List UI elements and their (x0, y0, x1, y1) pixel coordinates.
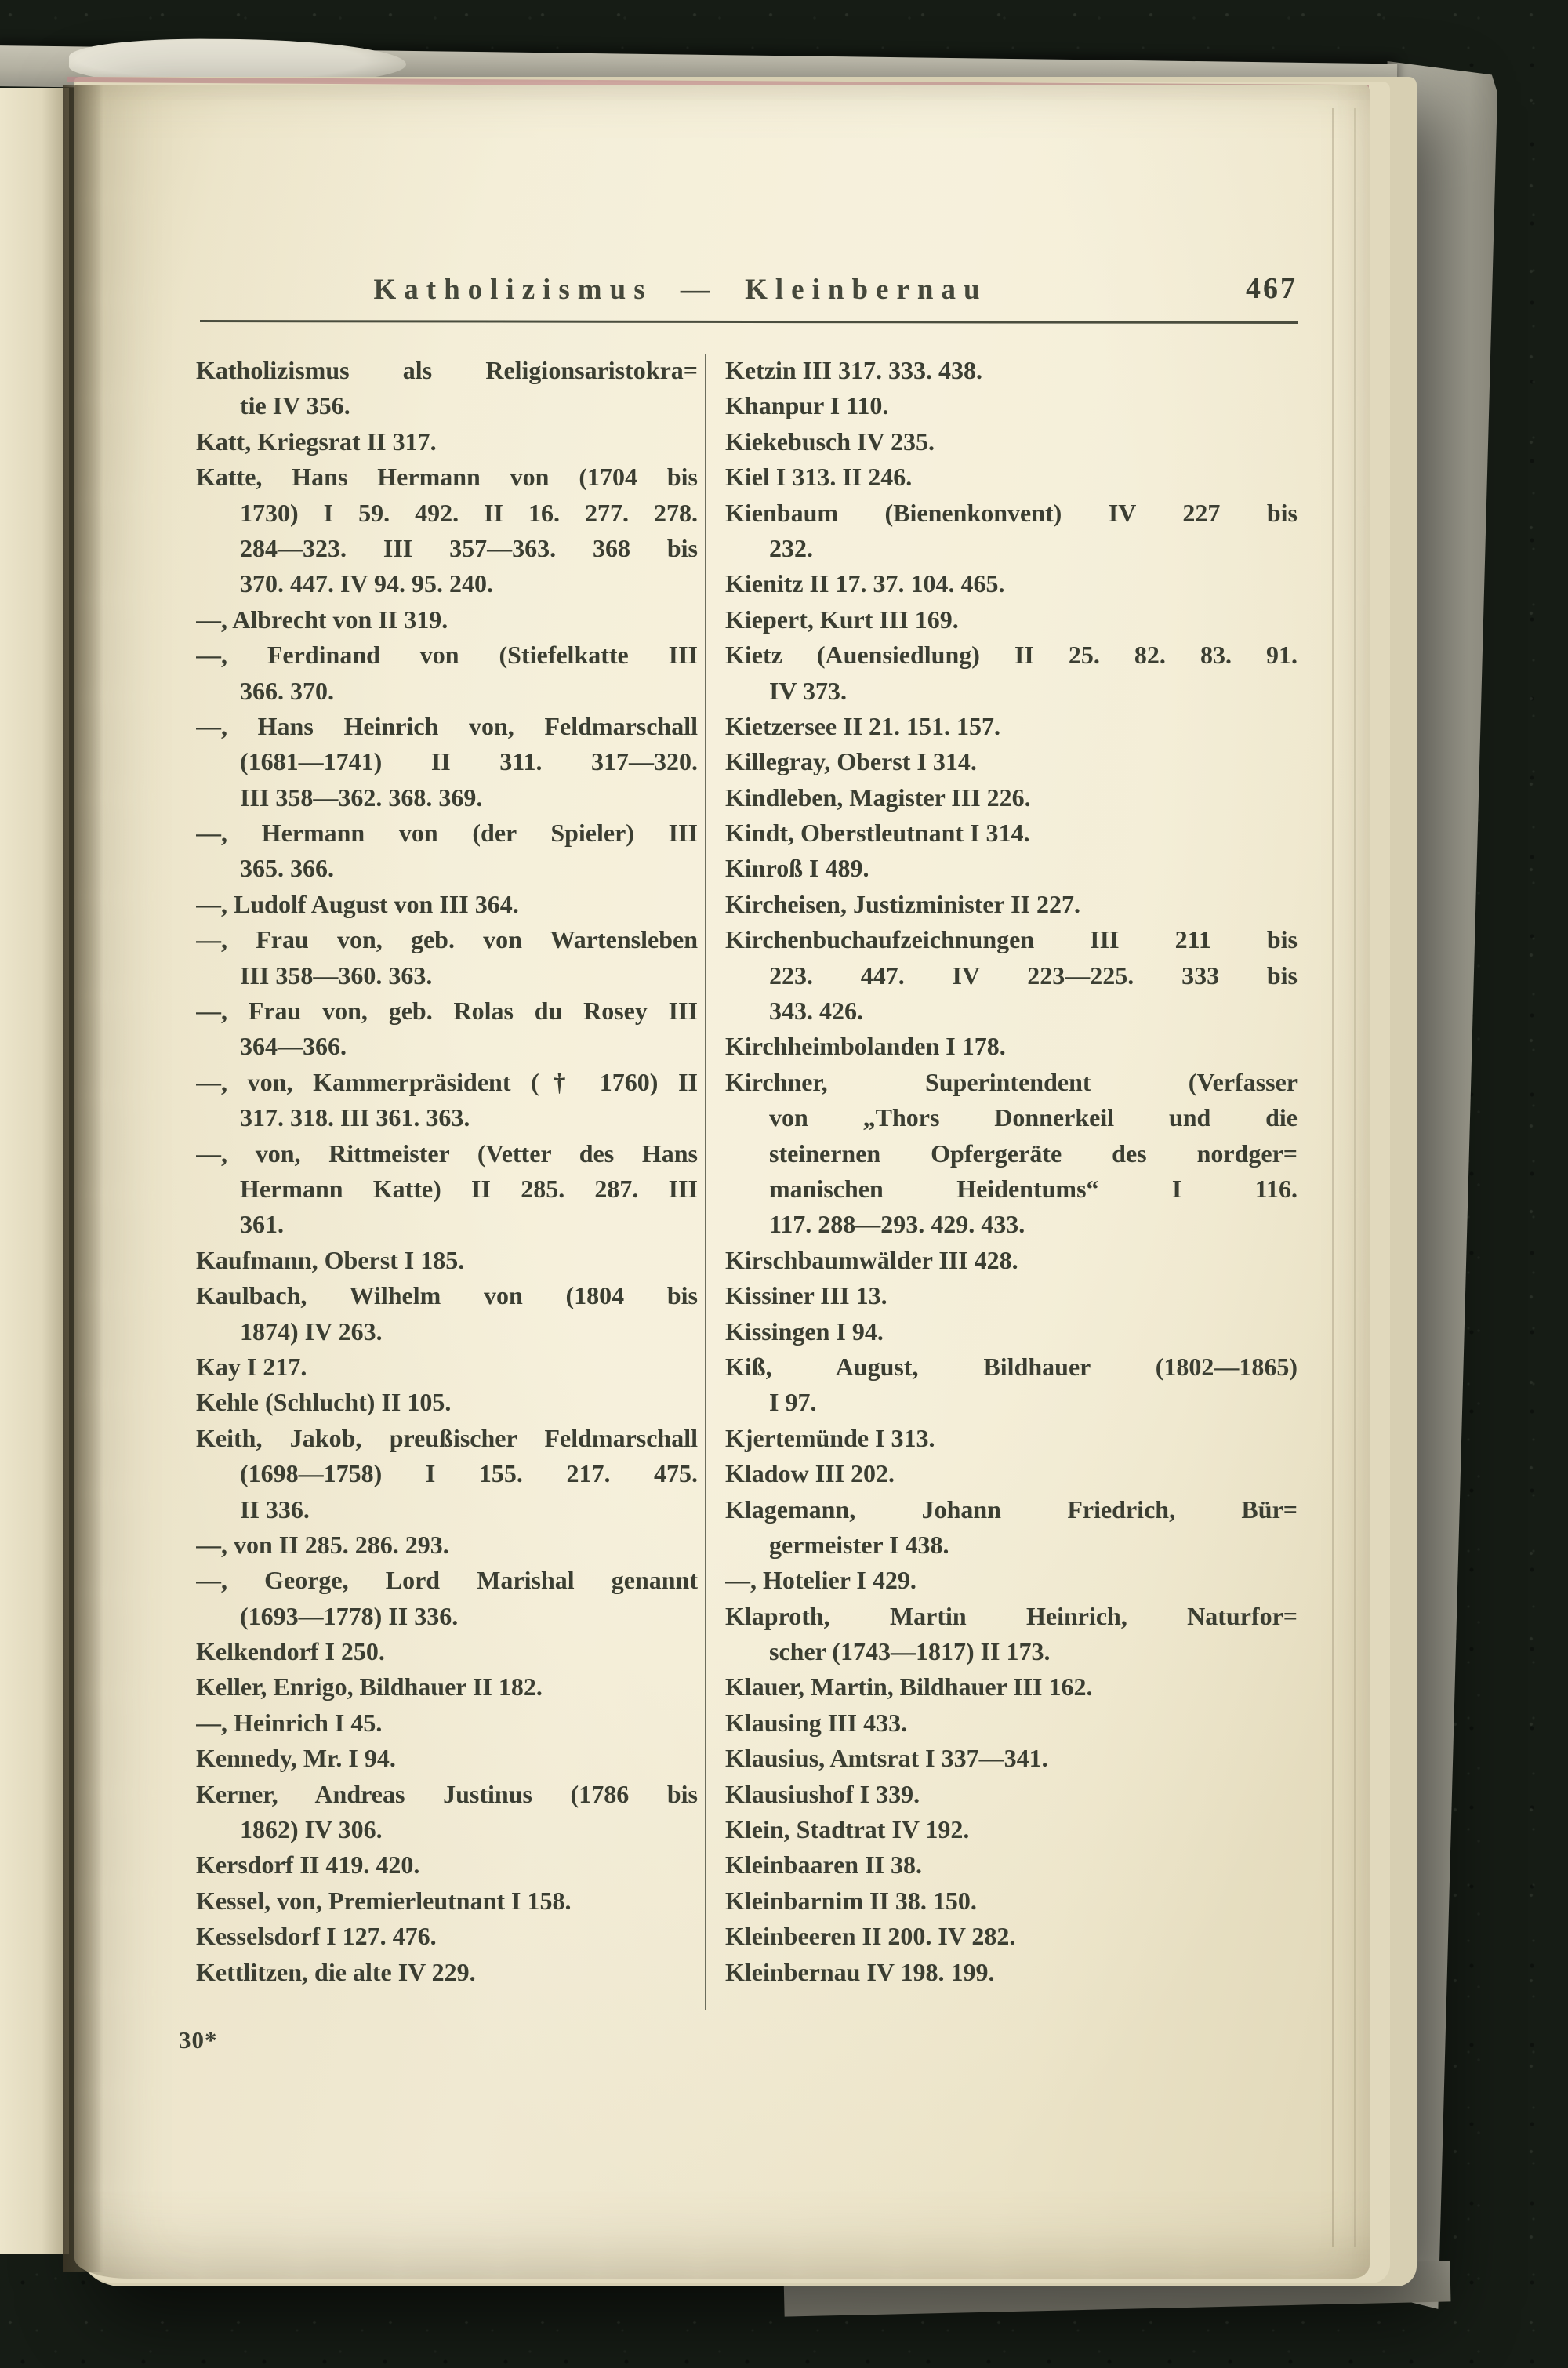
index-entry (196, 887, 698, 922)
index-line: Kirchner, Superintendent (Verfasser (725, 1067, 1298, 1096)
index-line: Kelkendorf I 250. (196, 1637, 385, 1666)
index-entry (725, 637, 1298, 709)
index-entry (725, 815, 1298, 851)
index-line: Kietzersee II 21. 151. 157. (725, 711, 1001, 740)
index-entry (196, 1955, 698, 1990)
index-entry (725, 1955, 1298, 1990)
index-line: Kindleben, Magister III 226. (725, 783, 1031, 812)
page-crease-line (1332, 108, 1334, 2247)
index-line: Kleinbaaren II 38. (725, 1850, 922, 1880)
page-crease-line (1354, 108, 1356, 2247)
header-rule (200, 320, 1298, 324)
index-line: 1874) IV 263. (240, 1317, 383, 1346)
index-line: —, George, Lord Marishal genannt (196, 1566, 698, 1595)
index-line: II 336. (240, 1495, 310, 1524)
index-line: —, Ferdinand von (Stiefelkatte III (196, 641, 698, 670)
index-entry (196, 637, 698, 709)
index-entry (725, 353, 1298, 388)
index-line: Kindt, Oberstleutnant I 314. (725, 819, 1030, 848)
index-line: (1698—1758) I 155. 217. 475. (240, 1459, 698, 1488)
index-entry (196, 993, 698, 1065)
index-line: Kleinbarnim II 38. 150. (725, 1886, 977, 1915)
index-line: Kleinbernau IV 198. 199. (725, 1957, 995, 1986)
index-line: Kesselsdorf I 127. 476. (196, 1922, 437, 1951)
index-entry (725, 1065, 1298, 1243)
index-line: 317. 318. III 361. 363. (240, 1103, 470, 1132)
index-entry (725, 388, 1298, 423)
index-line: Kaufmann, Oberst I 185. (196, 1245, 465, 1274)
index-line: III 358—362. 368. 369. (240, 783, 483, 812)
index-entry (196, 815, 698, 887)
index-column-left (196, 353, 698, 1990)
index-line: 370. 447. IV 94. 95. 240. (240, 569, 493, 598)
signature-mark: 30* (179, 2026, 218, 2054)
index-entry (196, 424, 698, 459)
index-line: Klagemann, Johann Friedrich, Bür= (725, 1495, 1298, 1524)
index-line: 361. (240, 1210, 284, 1239)
index-line: —, Frau von, geb. von Wartensleben (196, 925, 698, 954)
index-entry (725, 1705, 1298, 1741)
index-line: Hermann Katte) II 285. 287. III (240, 1174, 698, 1203)
index-entry (725, 1243, 1298, 1278)
index-entry (196, 709, 698, 815)
index-entry (725, 1456, 1298, 1491)
column-divider-rule (705, 354, 706, 2010)
index-line: Kennedy, Mr. I 94. (196, 1744, 396, 1773)
index-entry (725, 602, 1298, 637)
index-line: Kiepert, Kurt III 169. (725, 605, 959, 634)
index-line: —, Frau von, geb. Rolas du Rosey III (196, 997, 698, 1026)
index-entry (196, 1919, 698, 1954)
facing-page-sliver (0, 88, 69, 2254)
index-line: —, Hermann von (der Spieler) III (196, 819, 698, 848)
index-entry (725, 780, 1298, 815)
index-line: Kettlitzen, die alte IV 229. (196, 1957, 476, 1986)
index-line: manischen Heidentums“ I 116. (769, 1174, 1298, 1203)
index-entry (725, 1314, 1298, 1349)
index-entry (196, 1563, 698, 1634)
index-line: Killegray, Oberst I 314. (725, 747, 977, 776)
index-entry (725, 1599, 1298, 1670)
index-entry (725, 1278, 1298, 1313)
index-line: —, Albrecht von II 319. (196, 605, 448, 634)
index-line: Katte, Hans Hermann von (1704 bis (196, 463, 698, 492)
page-number: 467 (1246, 272, 1298, 305)
index-entry (196, 1243, 698, 1278)
index-entry (196, 1065, 698, 1136)
index-line: scher (1743—1817) II 173. (769, 1637, 1051, 1666)
index-entry (725, 1669, 1298, 1705)
index-entry (196, 459, 698, 602)
index-line: Kiel I 313. II 246. (725, 463, 913, 492)
index-entry (725, 1777, 1298, 1812)
index-line: Klauer, Martin, Bildhauer III 162. (725, 1672, 1093, 1702)
index-line: III 358—360. 363. (240, 961, 433, 990)
index-line: Kissiner III 13. (725, 1281, 887, 1310)
index-line: —, von, Kammerpräsident († 1760) II (196, 1067, 698, 1096)
index-line: 343. 426. (769, 997, 863, 1026)
index-column-right (725, 353, 1298, 1990)
index-line: Klausing III 433. (725, 1708, 908, 1737)
index-line: Kersdorf II 419. 420. (196, 1850, 420, 1880)
index-line: 117. 288—293. 429. 433. (769, 1210, 1025, 1239)
index-entry (196, 1385, 698, 1420)
book-page (74, 85, 1370, 2279)
index-line: Kiß, August, Bildhauer (1802—1865) (725, 1352, 1298, 1381)
index-line: von „Thors Donnerkeil und die (769, 1103, 1298, 1132)
index-line: 366. 370. (240, 676, 334, 705)
index-line: 1730) I 59. 492. II 16. 277. 278. (240, 498, 698, 527)
index-line: (1693—1778) II 336. (240, 1601, 459, 1630)
index-line: 365. 366. (240, 854, 334, 883)
index-entry (196, 1278, 698, 1349)
index-line: Kay I 217. (196, 1352, 307, 1381)
index-line: 223. 447. IV 223—225. 333 bis (769, 961, 1298, 990)
index-line: Kienitz II 17. 37. 104. 465. (725, 569, 1005, 598)
index-line: IV 373. (769, 676, 847, 705)
index-line: Khanpur I 110. (725, 391, 889, 420)
index-line: Kladow III 202. (725, 1459, 895, 1488)
index-line: Kehle (Schlucht) II 105. (196, 1388, 452, 1417)
index-line: Klaproth, Martin Heinrich, Naturfor= (725, 1601, 1298, 1630)
index-entry (725, 1492, 1298, 1564)
index-entry (725, 1421, 1298, 1456)
index-entry (725, 1812, 1298, 1847)
index-line: —, Heinrich I 45. (196, 1708, 383, 1737)
running-head-title: Katholizismus — Kleinbernau (373, 274, 988, 306)
index-entry (725, 459, 1298, 495)
index-line: Kirschbaumwälder III 428. (725, 1245, 1018, 1274)
index-line: Katt, Kriegsrat II 317. (196, 427, 437, 456)
index-entry (196, 1777, 698, 1848)
index-line: Klausius, Amtsrat I 337—341. (725, 1744, 1048, 1773)
index-line: Kaulbach, Wilhelm von (1804 bis (196, 1281, 698, 1310)
index-entry (196, 1136, 698, 1243)
index-entry (725, 1563, 1298, 1598)
index-entry (725, 496, 1298, 567)
index-line: (1681—1741) II 311. 317—320. (240, 747, 698, 776)
index-entry (725, 1847, 1298, 1883)
index-line: Kietz (Auensiedlung) II 25. 82. 83. 91. (725, 641, 1298, 670)
index-entry (725, 1883, 1298, 1919)
index-entry (725, 1029, 1298, 1064)
index-line: —, Hotelier I 429. (725, 1566, 916, 1595)
index-entry (196, 1669, 698, 1705)
index-entry (725, 744, 1298, 779)
index-entry (725, 922, 1298, 1029)
index-entry (196, 1741, 698, 1776)
index-line: Kleinbeeren II 200. IV 282. (725, 1922, 1016, 1951)
index-entry (725, 851, 1298, 886)
index-entry (725, 1349, 1298, 1421)
index-entry (725, 709, 1298, 744)
index-line: 232. (769, 533, 813, 562)
index-line: —, Hans Heinrich von, Feldmarschall (196, 711, 698, 740)
index-line: —, von, Rittmeister (Vetter des Hans (196, 1139, 698, 1168)
index-entry (725, 566, 1298, 601)
index-line: 284—323. III 357—363. 368 bis (240, 533, 698, 562)
index-entry (196, 1527, 698, 1563)
index-entry (196, 1634, 698, 1669)
index-entry (725, 424, 1298, 459)
index-entry (196, 1421, 698, 1527)
index-line: Ketzin III 317. 333. 438. (725, 356, 982, 384)
index-line: Kienbaum (Bienenkonvent) IV 227 bis (725, 498, 1298, 527)
index-entry (196, 922, 698, 993)
index-entry (196, 1883, 698, 1919)
index-line: Kinroß I 489. (725, 854, 869, 883)
index-line: Kircheisen, Justizminister II 227. (725, 889, 1081, 918)
index-line: Kjertemünde I 313. (725, 1423, 935, 1452)
index-entry (196, 1847, 698, 1883)
index-line: Kirchheimbolanden I 178. (725, 1032, 1006, 1061)
index-line: Keller, Enrigo, Bildhauer II 182. (196, 1672, 543, 1702)
index-line: —, von II 285. 286. 293. (196, 1530, 449, 1559)
index-entry (725, 887, 1298, 922)
index-line: Kirchenbuchaufzeichnungen III 211 bis (725, 925, 1298, 954)
index-entry (725, 1741, 1298, 1776)
index-line: 1862) IV 306. (240, 1815, 383, 1844)
index-line: Kissingen I 94. (725, 1317, 884, 1346)
index-line: —, Ludolf August von III 364. (196, 889, 519, 918)
index-line: steinernen Opfergeräte des nordger= (769, 1139, 1298, 1168)
index-entry (196, 1349, 698, 1385)
index-line: Katholizismus als Religionsaristokra= (196, 356, 698, 384)
index-entry (196, 353, 698, 424)
index-line: Klausiushof I 339. (725, 1779, 920, 1808)
index-line: Keith, Jakob, preußischer Feldmarschall (196, 1423, 698, 1452)
index-line: Kiekebusch IV 235. (725, 427, 935, 456)
index-line: Klein, Stadtrat IV 192. (725, 1815, 970, 1844)
index-line: 364—366. (240, 1032, 347, 1061)
index-entry (196, 1705, 698, 1741)
index-line: Kessel, von, Premierleutnant I 158. (196, 1886, 572, 1915)
index-line: Kerner, Andreas Justinus (1786 bis (196, 1779, 698, 1808)
index-entry (196, 602, 698, 637)
index-line: germeister I 438. (769, 1530, 949, 1559)
index-line: tie IV 356. (240, 391, 350, 420)
index-line: I 97. (769, 1388, 817, 1417)
index-entry (725, 1919, 1298, 1954)
